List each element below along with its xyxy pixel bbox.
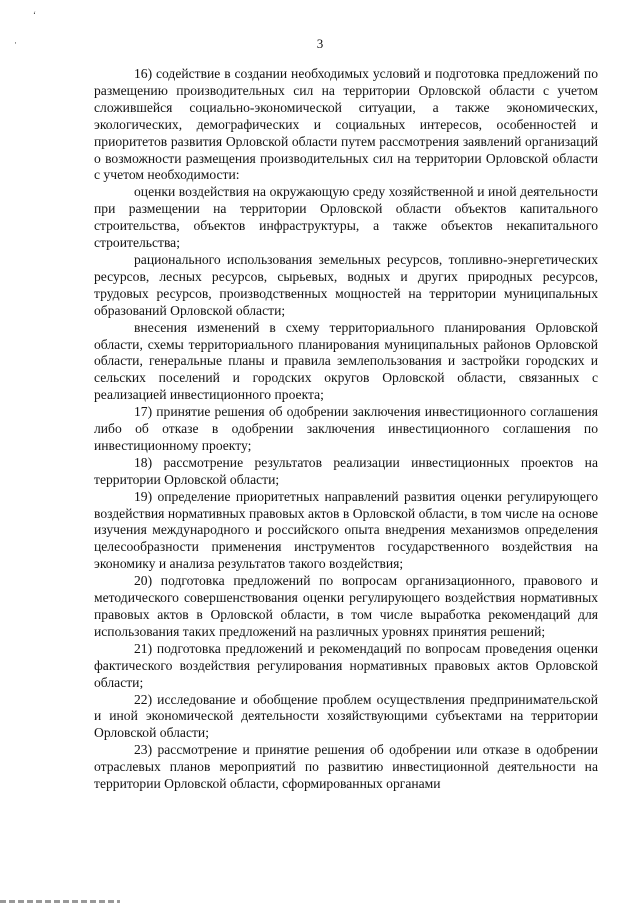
scan-speck: ʻ (33, 10, 36, 20)
scan-speck: · (14, 38, 17, 48)
paragraph-16-resources: рационального использования земельных ресурсов, топливно-энергетических ресурсов, лесных ресурсов, сырьевых, водных и других природных ресурсов, трудовых ресурсов, производственных мощностей на территории муниципальных образований Орловской области; (94, 251, 598, 318)
paragraph-23: 23) рассмотрение и принятие решения об одобрении или отказе в одобрении отраслевых планов мероприятий по развитию инвестиционной деятельности на территории Орловской области, сформированных органами (94, 742, 598, 792)
paragraph-18: 18) рассмотрение результатов реализации инвестиционных проектов на территории Орловской области; (94, 454, 598, 487)
scan-edge-artifact (0, 900, 120, 903)
paragraph-19: 19) определение приоритетных направлений развития оценки регулирующего воздействия нормативных правовых актов в Орловской области, в том числе на основе изучения международного и российского опыта внедрения механизмов определения целесообразности применения инструментов государственного воздействия на экономику и анализа результатов такого воздействия; (94, 488, 598, 572)
page-number: 3 (316, 36, 324, 51)
paragraph-17: 17) принятие решения об одобрении заключения инвестиционного соглашения либо об отказе в одобрении заключения инвестиционного соглашения по инвестиционному проекту; (94, 404, 598, 453)
paragraph-16: 16) содействие в создании необходимых условий и подготовка предложений по размещению производительных сил на территории Орловской области с учетом сложившейся социально-экономической ситуации, а также экономических, экологических, демографических и социальных интересов, особенностей и приоритетов развития Орловской области путем рассмотрения заявлений организаций о возможности размещения производительных сил на территории Орловской области с учетом необходимости: (94, 66, 598, 183)
paragraph-16-planning: внесения изменений в схему территориального планирования Орловской области, схемы территориального планирования муниципальных районов Орловской области, генеральные планы и правила землепользования и застройки городских и сельских поселений и городских округов Орловской области, связанных с реализацией инвестиционного проекта; (94, 319, 598, 403)
paragraph-20: 20) подготовка предложений по вопросам организационного, правового и методического совершенствования оценки регулирующего воздействия нормативных правовых актов в Орловской области, в том числе выработка рекомендаций для использования таких предложений на различных уровнях принятия решений; (94, 573, 598, 639)
paragraph-22: 22) исследование и обобщение проблем осуществления предпринимательской и иной экономической деятельности хозяйствующими субъектами на территории Орловской области; (94, 691, 598, 741)
paragraph-16-impact: оценки воздействия на окружающую среду хозяйственной и иной деятельности при размещении на территории Орловской области объектов капитального строительства, объектов инфраструктуры, а также объектов некапитального строительства; (94, 184, 598, 251)
document-body (94, 66, 598, 793)
paragraph-21: 21) подготовка предложений и рекомендаций по вопросам проведения оценки фактического воздействия регулирования нормативных правовых актов Орловской области; (94, 640, 598, 690)
